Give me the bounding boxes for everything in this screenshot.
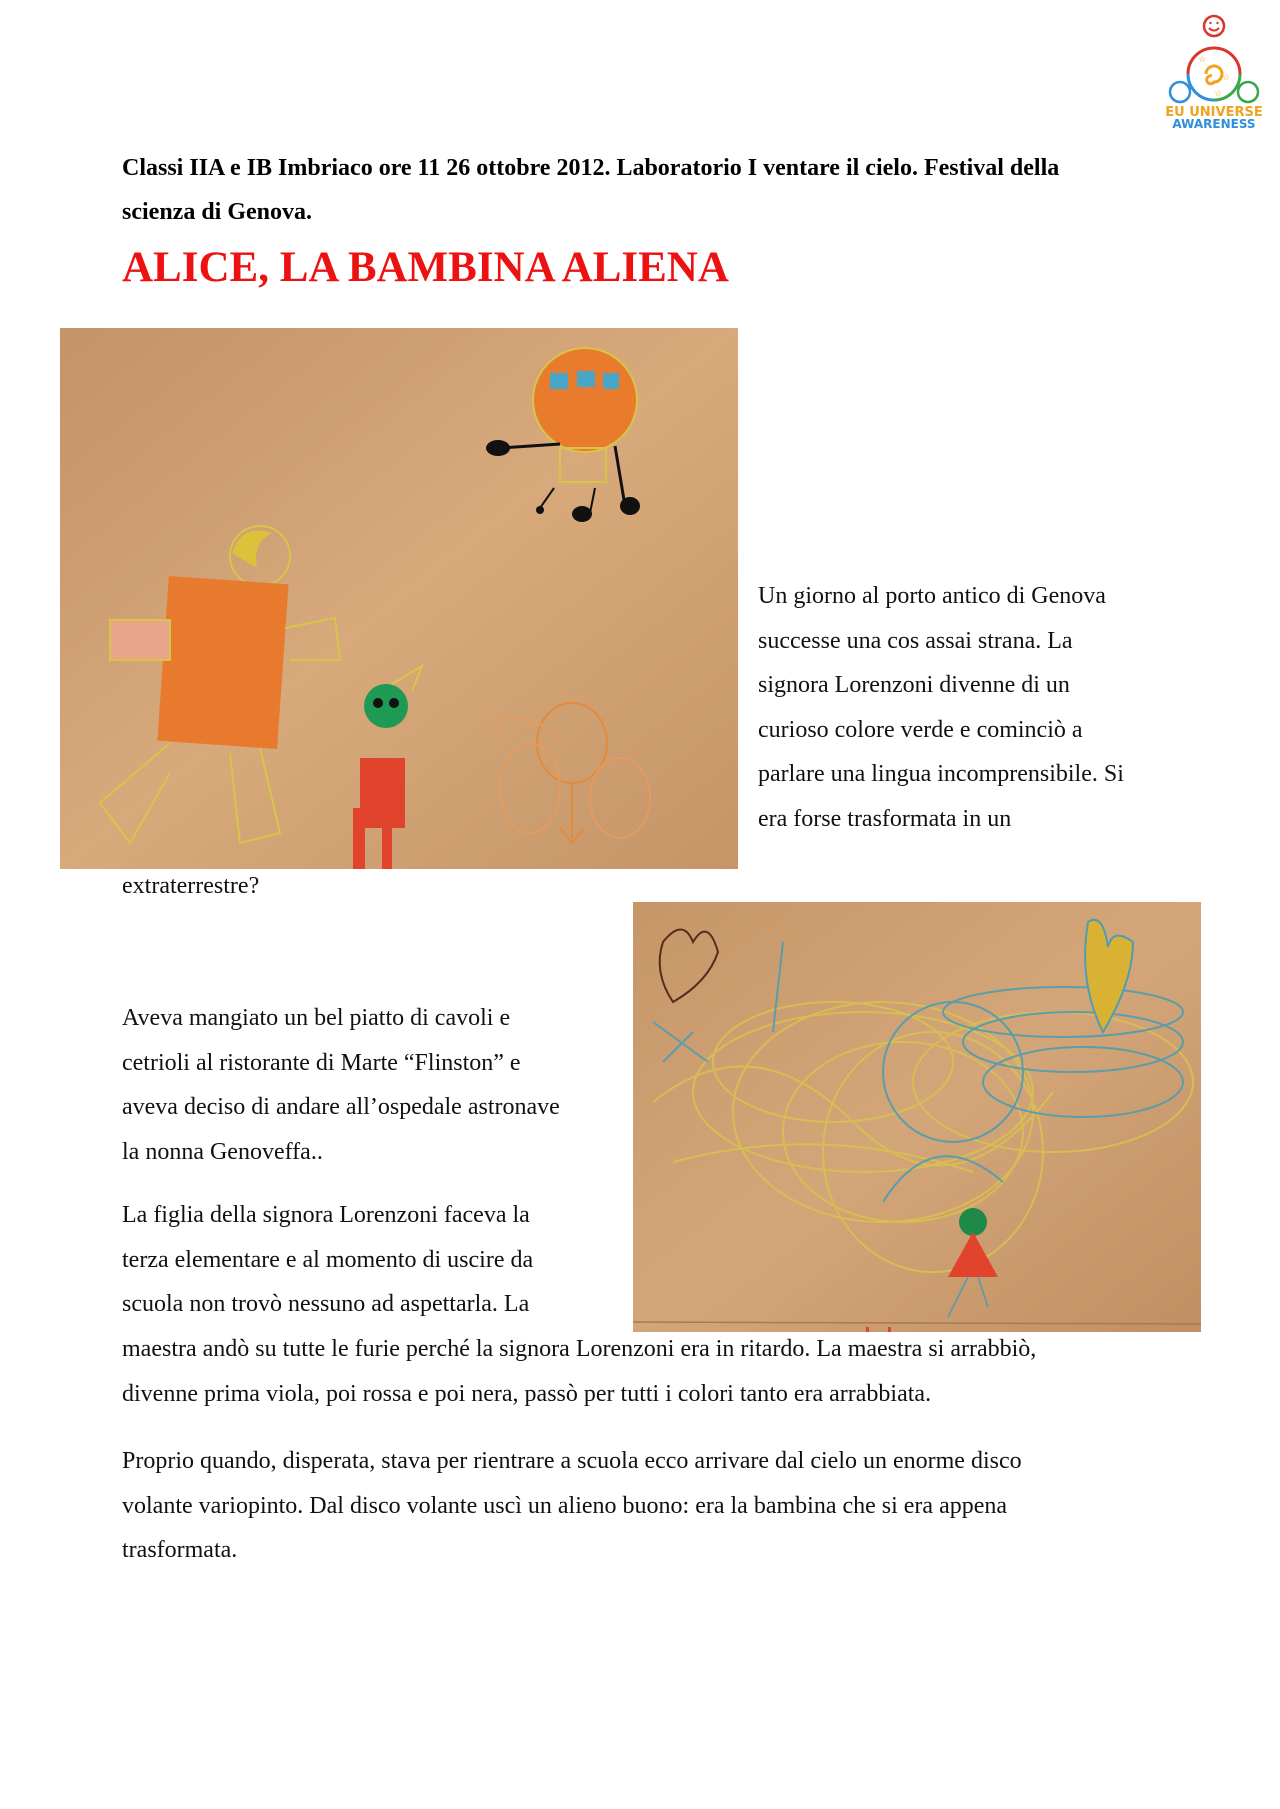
header-line-2: scienza di Genova. xyxy=(122,199,312,225)
child-drawing-ufo xyxy=(60,328,738,869)
text-line: aveva deciso di andare all’ospedale astronave xyxy=(122,1094,560,1120)
text-line: La figlia della signora Lorenzoni faceva la xyxy=(122,1202,530,1228)
story-paragraph-3-tail xyxy=(122,1327,1036,1416)
text-line: cetrioli al ristorante di Marte “Flinston” e xyxy=(122,1049,521,1076)
story-paragraph-3 xyxy=(122,1193,533,1327)
text-line: scuola non trovò nessuno ad aspettarla. La xyxy=(122,1291,530,1317)
svg-text:☆: ☆ xyxy=(1198,54,1207,64)
text-line: Aveva mangiato un bel piatto di cavoli e xyxy=(122,1005,511,1031)
svg-text:AWARENESS: AWARENESS xyxy=(1172,117,1256,130)
text-line: signora Lorenzoni divenne di un xyxy=(758,672,1070,698)
text-line: parlare una lingua incomprensibile. Si xyxy=(758,761,1124,787)
text-line: curioso colore verde e cominciò a xyxy=(758,716,1083,743)
story-paragraph-2 xyxy=(122,996,560,1174)
story-paragraph-4 xyxy=(122,1439,1022,1573)
text-line: Un giorno al porto antico di Genova xyxy=(758,583,1106,609)
text-line: volante variopinto. Dal disco volante uscì un alieno buono: era la bambina che si era appena xyxy=(122,1492,1008,1519)
text-line: trasformata. xyxy=(122,1537,238,1563)
text-line: successe una cos assai strana. La xyxy=(758,627,1073,654)
svg-text:☆: ☆ xyxy=(1222,72,1231,82)
text-line: divenne prima viola, poi rossa e poi nera, passò per tutti i colori tanto era arrabbiata. xyxy=(122,1380,932,1407)
header-line-1: Classi IIA e IB Imbriaco ore 11 26 ottobre 2012. Laboratorio I ventare il cielo. Festival della xyxy=(122,155,1060,181)
svg-text:☆: ☆ xyxy=(1214,88,1223,98)
story-paragraph-1 xyxy=(758,574,1124,841)
eu-universe-awareness-logo xyxy=(1158,12,1270,130)
logo-icon xyxy=(1158,12,1270,130)
text-line: extraterrestre? xyxy=(122,873,260,899)
story-paragraph-1-tail xyxy=(122,864,259,909)
child-drawing-scribbles xyxy=(633,902,1201,1332)
text-line: maestra andò su tutte le furie perché la signora Lorenzoni era in ritardo. La maestra si arrabbiò, xyxy=(122,1336,1037,1362)
text-line: Proprio quando, disperata, stava per rientrare a scuola ecco arrivare dal cielo un enorme disco xyxy=(122,1448,1022,1474)
svg-text:EU UNIVERSE: EU UNIVERSE xyxy=(1165,105,1263,120)
text-line: terza elementare e al momento di uscire da xyxy=(122,1246,534,1273)
text-line: era forse trasformata in un xyxy=(758,805,1012,832)
story-title: ALICE, LA BAMBINA ALIENA xyxy=(122,244,729,291)
text-line: la nonna Genoveffa.. xyxy=(122,1138,323,1165)
